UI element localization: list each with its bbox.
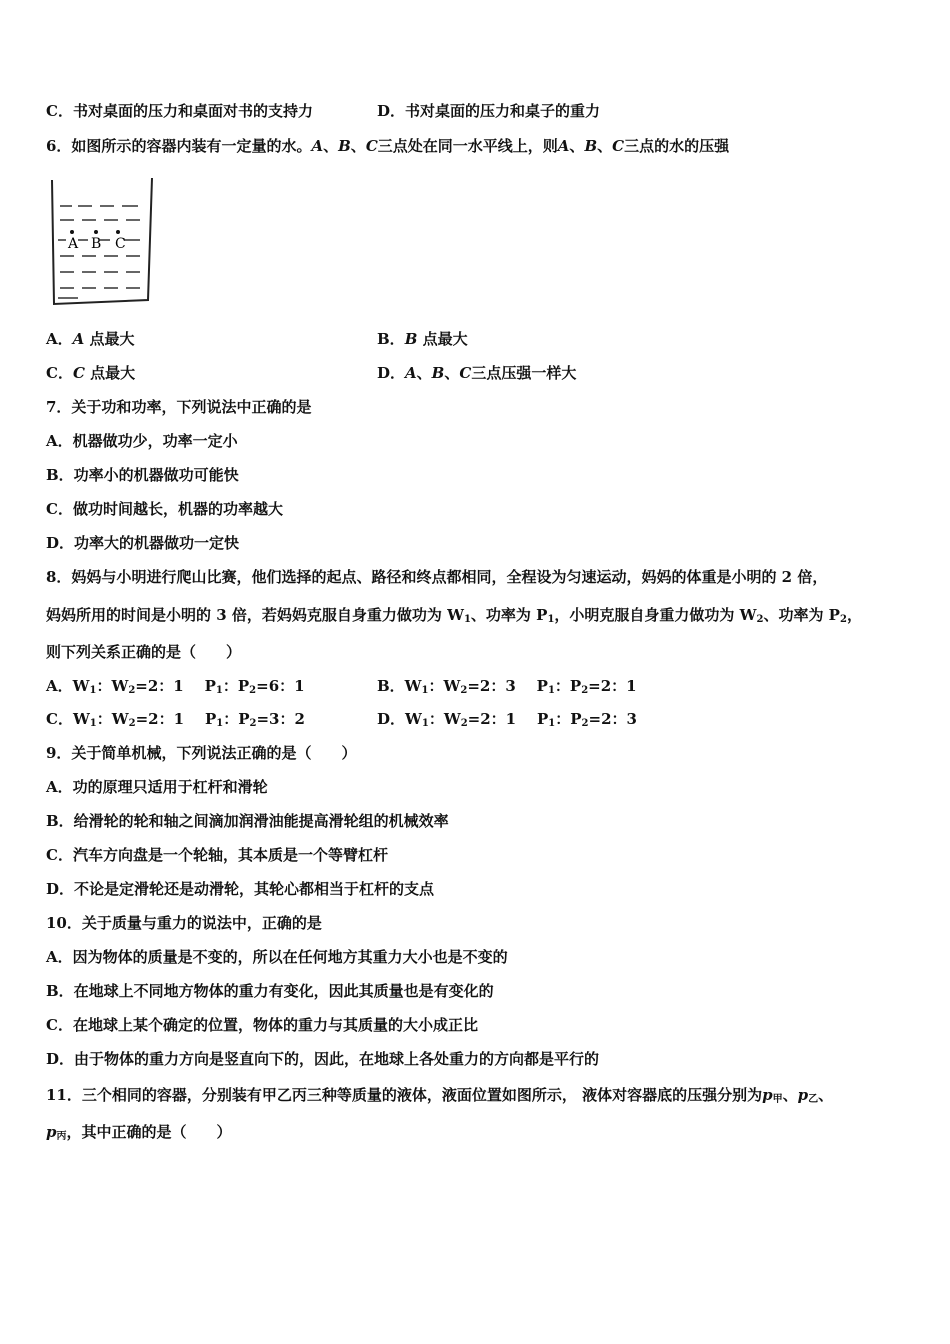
q7-stem: 7．关于功和功率，下列说法中正确的是 [46,398,312,416]
label-c: C [115,236,126,252]
label-a: A [68,236,79,252]
q8-option-d: D．$W_1$：$W_2=2$：1 $P_1$：$P_2=2$：3 [377,710,637,729]
label-b: B [91,236,102,252]
q5-option-d: D．书对桌面的压力和桌子的重力 [377,102,601,120]
q5-option-c: C．书对桌面的压力和桌面对书的支持力 [46,102,313,120]
q9-option-c: C．汽车方向盘是一个轮轴，其本质是一个等臂杠杆 [46,846,388,864]
q6-stem: 6．如图所示的容器内装有一定量的水。A、B、C三点处在同一水平线上，则A、B、C三点的水的压强 [46,137,730,155]
q8-stem-line3: 则下列关系正确的是（ ） [46,643,242,661]
point-a-dot [70,230,74,234]
q8-option-b: B．$W_1$：$W_2=2$：3 $P_1$：$P_2=2$：1 [377,677,637,696]
container-outline [52,178,152,304]
q8-stem-line1: 8．妈妈与小明进行爬山比赛，他们选择的起点、路径和终点都相同，全程设为匀速运动，妈妈的体重是小明的 2 倍， [46,568,828,586]
q7-option-d: D．功率大的机器做功一定快 [46,534,240,552]
point-b-dot [94,230,98,234]
q6-option-a: A．A 点最大 [46,330,135,348]
q7-option-a: A．机器做功少，功率一定小 [46,432,238,450]
q6-option-b: B．B 点最大 [377,330,468,348]
q6-option-c: C．C 点最大 [46,364,136,382]
point-c-dot [116,230,120,234]
water-lines [58,206,140,298]
q9-option-d: D．不论是定滑轮还是动滑轮，其轮心都相当于杠杆的支点 [46,880,435,898]
q9-option-a: A．功的原理只适用于杠杆和滑轮 [46,778,268,796]
q9-stem: 9．关于简单机械，下列说法正确的是（ ） [46,744,357,762]
q8-stem-line2: 妈妈所用的时间是小明的 3 倍，若妈妈克服自身重力做功为 $W_1$、功率为 $P_1$，小明克服自身重力做功为 $W_2$、功率为 $P_2$， [46,606,862,625]
q10-option-c: C．在地球上某个确定的位置，物体的重力与其质量的大小成正比 [46,1016,478,1034]
q10-option-a: A．因为物体的质量是不变的，所以在任何地方其重力大小也是不变的 [46,948,508,966]
q10-stem: 10．关于质量与重力的说法中，正确的是 [46,914,322,932]
q7-option-b: B．功率小的机器做功可能快 [46,466,239,484]
q7-option-c: C．做功时间越长，机器的功率越大 [46,500,283,518]
q8-option-c: C．$W_1$：$W_2=2$：1 $P_1$：$P_2=3$：2 [46,710,305,729]
q10-option-d: D．由于物体的重力方向是竖直向下的，因此，在地球上各处重力的方向都是平行的 [46,1050,600,1068]
q10-option-b: B．在地球上不同地方物体的重力有变化，因此其质量也是有变化的 [46,982,494,1000]
q11-stem-line2: $p_丙$，其中正确的是（ ） [46,1123,232,1142]
water-container-figure [48,176,158,310]
q6-option-d: D．A、B、C三点压强一样大 [377,364,577,382]
q11-stem-line1: 11．三个相同的容器，分别装有甲乙丙三种等质量的液体，液面位置如图所示， 液体对容器底的压强分别为$p_甲$、$p_乙$、 [46,1086,834,1105]
q8-option-a: A．$W_1$：$W_2=2$：1 $P_1$：$P_2=6$：1 [46,677,305,696]
q9-option-b: B．给滑轮的轮和轴之间滴加润滑油能提高滑轮组的机械效率 [46,812,449,830]
